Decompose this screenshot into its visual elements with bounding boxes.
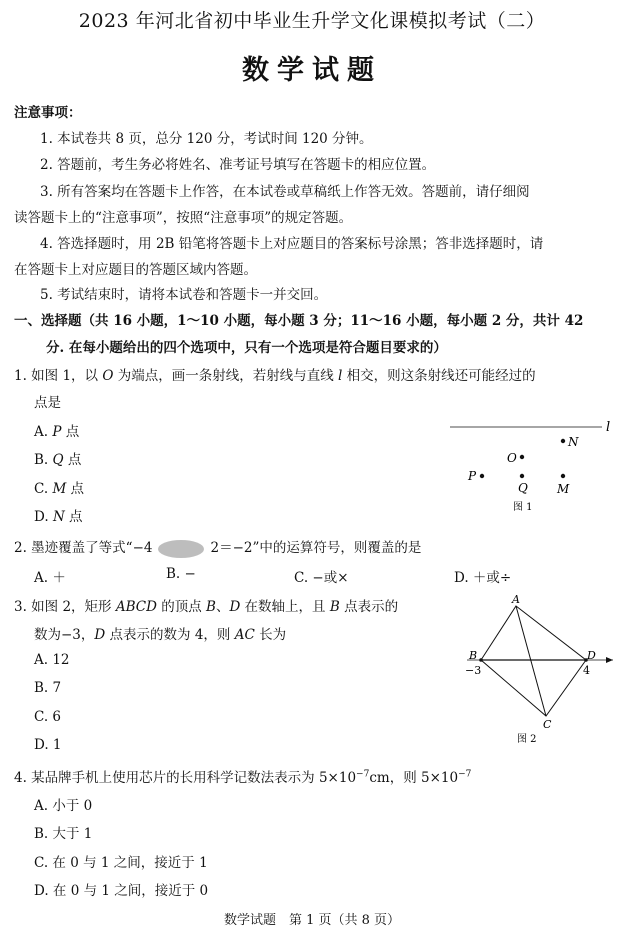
point-n (561, 439, 565, 443)
subject-title: 数学试题 (242, 55, 382, 86)
label-n: N (568, 435, 579, 449)
q1-option-d: D. N 点 (34, 509, 83, 525)
label-l: l (606, 420, 611, 435)
label-b: B (469, 649, 478, 662)
q3-stem: 3. 如图 2，矩形 ABCD 的顶点 B、D 在数轴上，且 B 点表示的 (14, 599, 399, 615)
q4-option-b: B. 大于 1 (34, 826, 93, 842)
figure-2-caption: 图 2 (517, 734, 537, 745)
point-b (479, 658, 483, 662)
figure-1-caption: 图 1 (513, 502, 533, 513)
q4-option-c: C. 在 0 与 1 之间，接近于 1 (34, 855, 208, 871)
note-item: 读答题卡上的“注意事项”，按照“注意事项”的规定答题。 (14, 210, 353, 226)
note-item: 3. 所有答案均在答题卡上作答，在本试卷或草稿纸上作答无效。答题前，请仔细阅 (40, 184, 530, 200)
q4-option-d: D. 在 0 与 1 之间，接近于 0 (34, 883, 209, 899)
q3-option-d: D. 1 (34, 737, 62, 753)
label-m: M (557, 482, 570, 496)
q1-option-a: A. P 点 (34, 424, 80, 440)
section-heading: 一、选择题（共 16 小题，1～10 小题，每小题 3 分；11～16 小题，每小题 2 分，共计 42 (14, 313, 584, 329)
q2-stem: 2. 墨迹覆盖了等式“−4 2＝−2”中的运算符号，则覆盖的是 (14, 540, 422, 556)
point-o (520, 455, 524, 459)
section-heading-cont: 分. 在每小题给出的四个选项中，只有一个选项是符合题目要求的） (46, 340, 447, 356)
q4-option-a: A. 小于 0 (34, 798, 93, 814)
tick-minus-3: −3 (465, 664, 482, 677)
q2-option-b: B. − (166, 566, 196, 582)
note-item: 1. 本试卷共 8 页，总分 120 分，考试时间 120 分钟。 (40, 131, 373, 147)
q3-option-b: B. 7 (34, 680, 62, 696)
q3-stem-cont: 数为−3，D 点表示的数为 4，则 AC 长为 (34, 627, 287, 643)
point-p (480, 474, 484, 478)
q2-option-c: C. −或× (294, 570, 349, 586)
label-d: D (587, 649, 596, 662)
q4-stem: 4. 某品牌手机上使用芯片的长用科学记数法表示为 $5\times 10^{-7}cm$，则 $5\times 10^{-7}$ (14, 769, 472, 786)
figure-1 (440, 415, 620, 520)
rectangle-abcd (481, 606, 586, 716)
note-item: 4. 答选择题时，用 2B 铅笔将答题卡上对应题目的答案标号涂黑；答非选择题时，请 (40, 236, 544, 252)
q3-option-a: A. 12 (34, 652, 70, 668)
note-item: 5. 考试结束时，请将本试卷和答题卡一并交回。 (40, 287, 328, 303)
label-a: A (512, 593, 520, 606)
exam-title: 2023 年河北省初中毕业生升学文化课模拟考试（二） (78, 10, 546, 32)
q2-option-a: A. ＋ (34, 570, 66, 586)
point-m (561, 474, 565, 478)
notes-heading: 注意事项： (14, 105, 82, 121)
q1-stem: 1. 如图 1，以 O 为端点，画一条射线，若射线与直线 l 相交，则这条射线还可能经过的 (14, 368, 536, 384)
diagonal-ac (516, 606, 546, 716)
label-o: O (507, 451, 517, 465)
q1-option-b: B. Q 点 (34, 452, 82, 468)
q1-stem-cont: 点是 (34, 395, 61, 411)
note-item: 在答题卡上对应题目的答题区域内答题。 (14, 262, 257, 278)
ink-blot (158, 540, 204, 558)
label-c: C (543, 718, 552, 731)
label-p: P (468, 469, 477, 483)
q2-option-d: D. ＋或÷ (454, 570, 512, 586)
tick-4: 4 (583, 664, 590, 677)
figure-2 (455, 592, 617, 752)
note-item: 2. 答题前，考生务必将姓名、准考证号填写在答题卡的相应位置。 (40, 157, 436, 173)
q1-option-c: C. M 点 (34, 481, 85, 497)
number-line-arrow (606, 657, 613, 663)
label-q: Q (518, 481, 528, 495)
q3-option-c: C. 6 (34, 709, 62, 725)
point-q (520, 474, 524, 478)
page-footer: 数学试题 第 1 页（共 8 页） (223, 913, 401, 928)
